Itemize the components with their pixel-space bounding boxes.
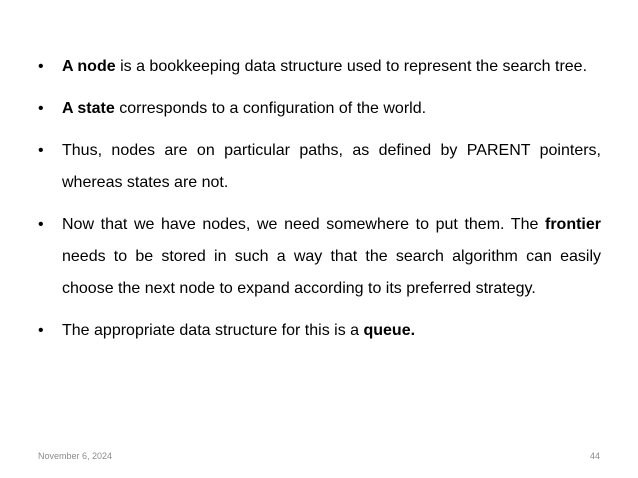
bullet-text: needs to be stored in such a way that the search algorithm can easily choose the next node to expand according to its preferred strategy. xyxy=(62,248,601,297)
bullet-text: is a bookkeeping data structure used to represent the search tree. xyxy=(115,58,588,75)
bullet-queue xyxy=(38,315,601,347)
footer-date: November 6, 2024 xyxy=(38,451,113,461)
bold-term: frontier xyxy=(545,216,601,233)
bullet-list xyxy=(38,51,601,357)
bullet-dot-icon: • xyxy=(38,216,44,233)
bullet-text-before: Now that we have nodes, we need somewhere to put them. The xyxy=(62,216,545,233)
bullet-text-before: The appropriate data structure for this is a xyxy=(62,322,364,339)
bullet-dot-icon: • xyxy=(38,322,44,339)
bullet-frontier xyxy=(38,209,601,305)
bold-term: A node xyxy=(62,58,116,75)
bullet-paths xyxy=(38,135,601,199)
bullet-node xyxy=(38,51,601,83)
bullet-dot-icon: • xyxy=(38,100,44,117)
bullet-text: corresponds to a configuration of the world. xyxy=(114,100,427,117)
bold-term: queue. xyxy=(363,322,416,339)
bullet-dot-icon: • xyxy=(38,58,44,75)
bullet-text: Thus, nodes are on particular paths, as defined by PARENT pointers, whereas states are not. xyxy=(62,142,601,191)
bold-term: A state xyxy=(62,100,115,117)
bullet-dot-icon: • xyxy=(38,142,44,159)
bullet-state xyxy=(38,93,601,125)
page-number: 44 xyxy=(589,451,600,461)
